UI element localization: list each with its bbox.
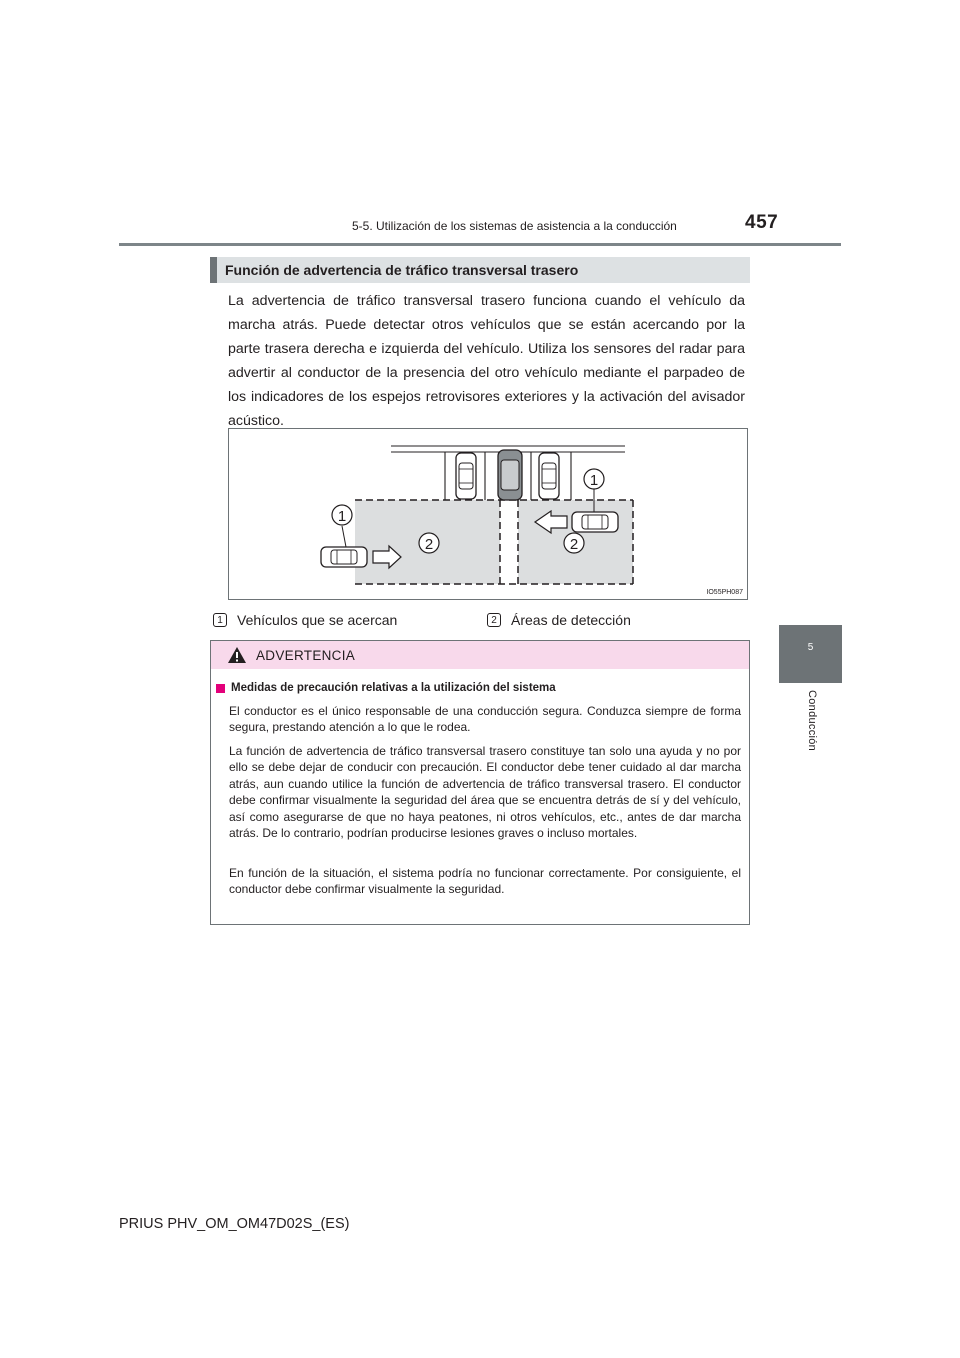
chapter-tab[interactable] — [779, 625, 842, 683]
figure-illustration — [228, 428, 748, 600]
section-title: Función de advertencia de tráfico transversal trasero — [225, 262, 579, 278]
warning-title: ADVERTENCIA — [256, 648, 356, 663]
callout-2-right: 2 — [569, 536, 579, 553]
callout-1-left: 1 — [337, 508, 347, 525]
legend-label: Vehículos que se acercan — [237, 612, 398, 628]
header-divider — [119, 243, 841, 246]
reversing-car — [498, 450, 522, 500]
intro-paragraph: La advertencia de tráfico transversal trasero funciona cuando el vehículo da marcha atrás. Puede detectar otros vehículos que se están acercando por la parte trasera derecha e izquierda del vehículo. Utiliza los sensores del radar para advertir al conductor de la presencia del otro vehículo mediante el parpadeo de los indicadores de los espejos retrovisores exteriores y la activación del avisador acústico. — [228, 293, 745, 429]
header-section-title: 5-5. Utilización de los sistemas de asistencia a la conducción — [352, 219, 677, 233]
footer-document-code: PRIUS PHV_OM_OM47D02S_(ES) — [119, 1216, 350, 1232]
figure-id: IO55PH087 — [706, 589, 743, 596]
section-heading-bar — [210, 257, 750, 283]
approaching-car-left — [321, 547, 367, 567]
warning-subtitle-row — [216, 682, 556, 694]
parked-car-left — [456, 453, 476, 499]
legend-number-badge: 2 — [487, 613, 501, 627]
callout-2-left: 2 — [424, 536, 434, 553]
chapter-number: 5 — [807, 642, 814, 653]
section-accent — [210, 257, 217, 283]
warning-paragraph: La función de advertencia de tráfico transversal trasero constituye tan solo una ayuda y no por ello se debe dejar de conducir con precaución. El conductor debe tener cuidado al dar marcha atrás, aun cuando utilice la función de advertencia de tráfico transversal trasero. El conductor debe confirmar visualmente la seguridad del área que se encuentra detrás de sí y del vehículo, así como asegurarse de que no haya peatones, ni otros vehículos, etc., antes de dar marcha atrás. De lo contrario, podrían producirse lesiones graves o incluso mortales. — [229, 744, 741, 841]
chapter-label: Conducción — [806, 690, 818, 752]
warning-subtitle: Medidas de precaución relativas a la utilización del sistema — [231, 682, 556, 694]
legend-item-approaching-vehicles — [213, 612, 397, 628]
warning-box — [210, 640, 750, 925]
warning-header — [211, 641, 749, 669]
parked-car-right — [539, 453, 559, 499]
warning-paragraph: En función de la situación, el sistema podría no funcionar correctamente. Por consiguiente, el conductor debe confirmar visualmente la seguridad. — [229, 866, 741, 897]
legend-label: Áreas de detección — [511, 612, 631, 628]
parking-diagram — [229, 429, 748, 600]
callout-1-right: 1 — [589, 472, 599, 489]
legend-number-badge: 1 — [213, 613, 227, 627]
approaching-car-right — [572, 512, 618, 532]
page-number: 457 — [745, 212, 779, 233]
warning-triangle-icon — [227, 646, 247, 664]
warning-paragraph: El conductor es el único responsable de una conducción segura. Conduzca siempre de forma segura, prestando atención a lo que le rodea. — [229, 704, 741, 735]
square-bullet-icon — [216, 684, 225, 693]
legend-item-detection-areas — [487, 612, 631, 628]
